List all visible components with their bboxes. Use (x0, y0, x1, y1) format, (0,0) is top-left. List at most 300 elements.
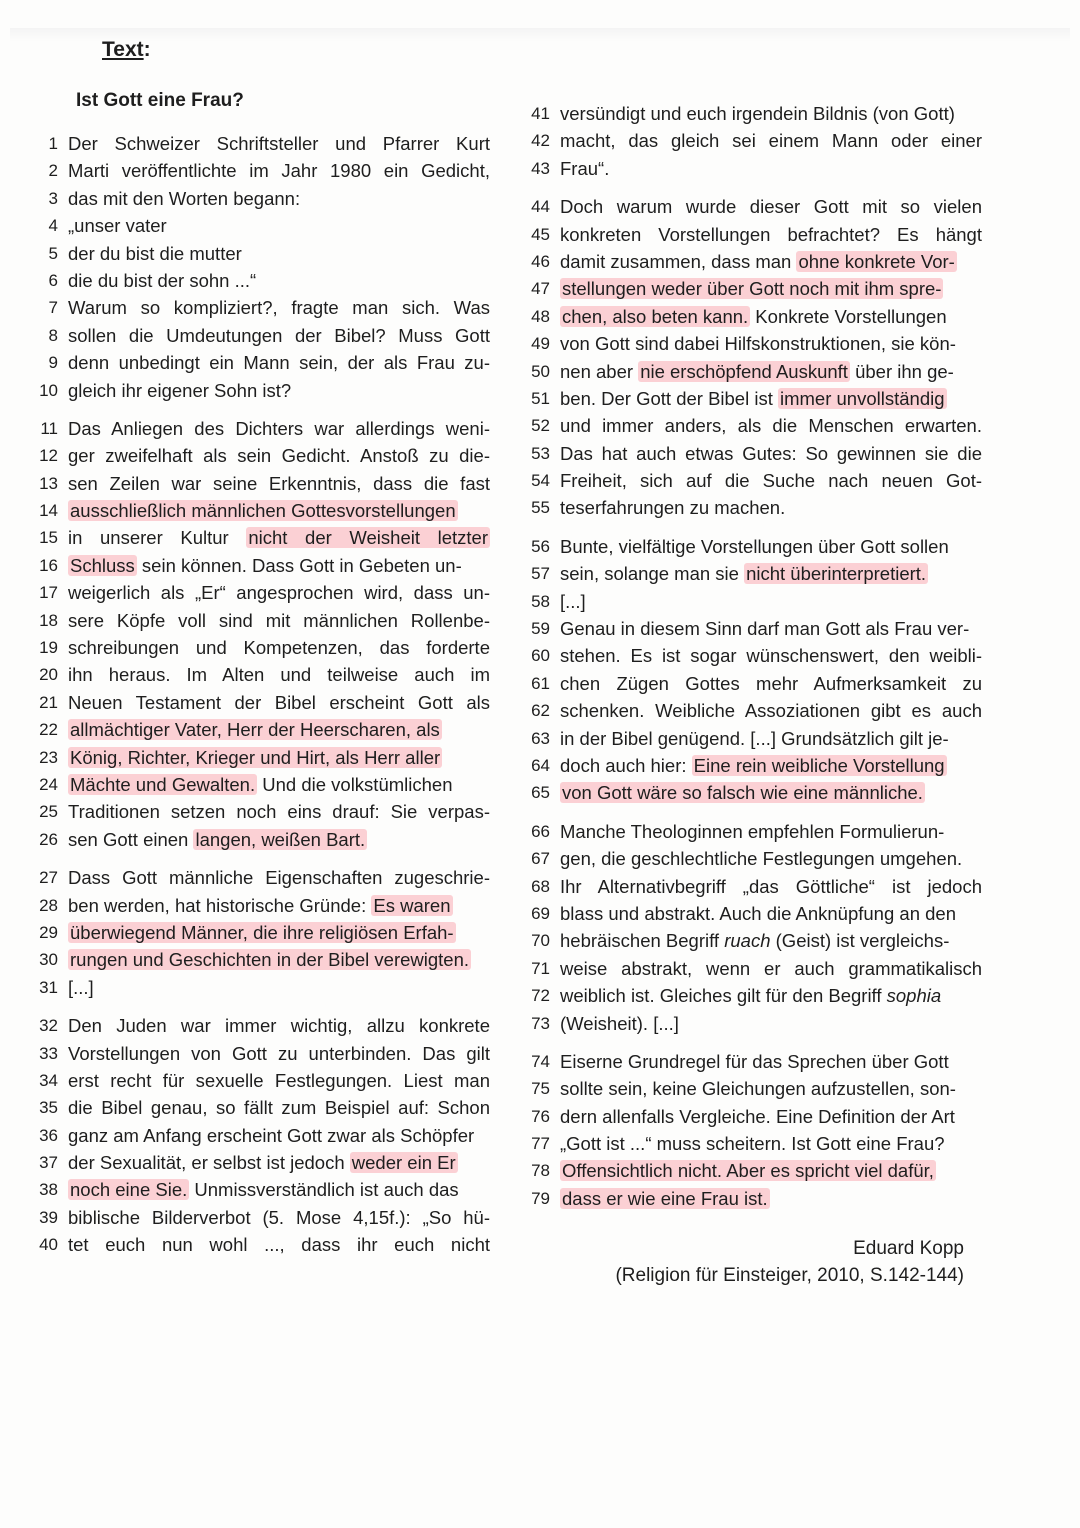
text-segment: versündigt und euch irgendein Bildnis (von Gott) (560, 103, 955, 124)
line-text (560, 560, 982, 587)
line-number: 13 (39, 473, 58, 493)
italic-text: sophia (886, 985, 942, 1007)
text-segment: Freiheit, sich auf die Suche nach neuen Got- (560, 470, 982, 492)
text-segment: macht, das gleich sei einem Mann oder einer (560, 130, 982, 152)
line-text (68, 864, 490, 891)
left-column (20, 130, 490, 1259)
text-line (512, 330, 982, 357)
line-number: 63 (531, 728, 550, 748)
text-segment: der du bist die mutter (68, 242, 242, 264)
line-number: 41 (531, 104, 550, 123)
highlighted-text: rungen und Geschichten in der Bibel verewigten. (70, 949, 470, 971)
text-segment: „Gott ist ...“ muss scheitern. Ist Gott eine Frau? (560, 1133, 945, 1155)
line-number: 12 (39, 446, 58, 466)
line-text (560, 697, 982, 724)
text-line (512, 725, 982, 752)
text-segment: schreibungen und Kompetenzen, das forderte (68, 637, 490, 659)
text-line (512, 1185, 982, 1212)
text-line (512, 127, 982, 154)
line-number: 25 (39, 802, 58, 822)
line-number: 38 (39, 1180, 58, 1200)
text-line (512, 412, 982, 439)
highlighted-text: Mächte und Gewalten. (70, 773, 256, 795)
text-line (20, 974, 490, 1001)
line-text (560, 845, 982, 872)
text-segment: Traditionen setzen noch eins drauf: Sie verpas- (68, 801, 490, 823)
line-text (68, 607, 490, 634)
line-number: 23 (39, 747, 58, 767)
line-number: 45 (531, 224, 550, 244)
line-text (560, 642, 982, 669)
line-text (68, 185, 490, 212)
text-segment: die du bist der sohn ...“ (68, 269, 257, 291)
text-line (20, 442, 490, 469)
text-segment: in der Bibel genügend. [...] Grundsätzlich gilt je- (560, 727, 949, 749)
text-segment: (Geist) ist vergleichs- (770, 930, 950, 952)
text-line (512, 1075, 982, 1102)
line-number: 28 (39, 895, 58, 915)
line-number: 24 (39, 774, 58, 794)
line-number: 69 (531, 903, 550, 923)
text-line (512, 982, 982, 1009)
highlighted-text: ohne konkrete Vor- (798, 250, 955, 272)
text-segment: weigerlich als „Er“ angesprochen wird, dass un- (68, 582, 490, 604)
text-segment: damit zusammen, dass man (560, 250, 797, 272)
line-text (560, 927, 982, 954)
text-segment: Eiserne Grundregel für das Sprechen über Gott (560, 1050, 949, 1072)
line-number: 53 (531, 443, 550, 463)
line-number: 30 (39, 950, 58, 970)
text-segment: weiblich ist. Gleiches gilt für den Begriff (560, 985, 887, 1007)
line-text (560, 900, 982, 927)
line-text (560, 670, 982, 697)
text-line (512, 440, 982, 467)
line-text (68, 1067, 490, 1094)
line-text (560, 155, 982, 182)
text-line (20, 919, 490, 946)
text-segment: sollte sein, keine Gleichungen aufzustellen, son- (560, 1078, 956, 1100)
line-text (68, 377, 490, 404)
line-text (560, 1048, 982, 1075)
text-line (512, 1130, 982, 1157)
text-line (512, 1157, 982, 1184)
text-line (20, 1122, 490, 1149)
text-line (20, 470, 490, 497)
line-text (560, 100, 982, 127)
text-line (512, 467, 982, 494)
text-segment: nen aber (560, 360, 639, 382)
text-line (512, 560, 982, 587)
line-text (560, 533, 982, 560)
text-segment: Den Juden war immer wichtig, allzu konkrete (68, 1015, 490, 1037)
line-text (68, 294, 490, 321)
line-text (560, 1130, 982, 1157)
line-number: 17 (39, 583, 58, 603)
text-segment: Manche Theologinnen empfehlen Formulierun- (560, 820, 945, 842)
line-number: 68 (531, 876, 550, 896)
line-text (560, 221, 982, 248)
line-text (560, 127, 982, 154)
scan-edge (10, 28, 1070, 42)
source-citation: (Religion für Einsteiger, 2010, S.142-144) (615, 1265, 964, 1286)
line-text (68, 212, 490, 239)
text-segment: ger zweifelhaft als sein Gedicht. Anstoß zu die- (68, 445, 490, 467)
line-number: 77 (531, 1134, 550, 1154)
text-line (512, 221, 982, 248)
line-text (68, 1012, 490, 1039)
line-number: 48 (531, 306, 550, 326)
line-text (68, 744, 490, 771)
text-segment: Frau“. (560, 157, 610, 179)
line-number: 66 (531, 821, 550, 841)
line-text (560, 1010, 982, 1037)
text-line (20, 130, 490, 157)
text-line (512, 193, 982, 220)
line-text (68, 1122, 490, 1149)
text-segment: biblische Bilderverbot (5. Mose 4,15f.): „So hü- (68, 1206, 490, 1228)
text-segment: erst recht für sexuelle Festlegungen. Liest man (68, 1069, 490, 1091)
text-segment: sere Köpfe voll sind mit männlichen Rollenbe- (68, 609, 490, 631)
text-line (512, 615, 982, 642)
line-text (68, 552, 490, 579)
text-segment: denn unbedingt ein Mann sein, der als Frau zu- (68, 352, 490, 374)
line-text (68, 974, 490, 1001)
line-text (68, 1040, 490, 1067)
line-text (68, 919, 490, 946)
text-segment: Konkrete Vorstellungen (750, 305, 947, 327)
line-text (68, 1149, 490, 1176)
line-number: 50 (531, 361, 550, 381)
text-line (20, 524, 490, 551)
line-text (68, 322, 490, 349)
text-line (20, 240, 490, 267)
line-number: 59 (531, 619, 550, 639)
text-line (512, 275, 982, 302)
line-text (68, 349, 490, 376)
text-line (512, 155, 982, 182)
highlighted-text: überwiegend Männer, die ihre religiösen Erfah- (70, 921, 454, 943)
line-number: 47 (531, 279, 550, 299)
line-text (68, 798, 490, 825)
text-line (512, 588, 982, 615)
line-number: 70 (531, 931, 550, 951)
line-number: 3 (48, 188, 58, 208)
line-number: 8 (48, 325, 58, 345)
line-text (560, 982, 982, 1009)
text-line (512, 955, 982, 982)
text-segment: sen Zeilen war seine Erkenntnis, dass die fast (68, 472, 490, 494)
text-line (20, 1040, 490, 1067)
text-line (512, 358, 982, 385)
line-text (68, 892, 490, 919)
line-number: 79 (531, 1188, 550, 1208)
line-text (560, 779, 982, 806)
line-number: 74 (531, 1051, 550, 1071)
highlighted-text: nicht überinterpretiert. (746, 563, 927, 585)
line-number: 72 (531, 986, 550, 1006)
text-line (512, 100, 982, 127)
highlighted-text: allmächtiger Vater, Herr der Heerscharen, als (70, 719, 440, 741)
line-number: 26 (39, 829, 58, 849)
text-line (512, 1048, 982, 1075)
text-line (20, 294, 490, 321)
line-text (560, 1185, 982, 1212)
line-text (68, 267, 490, 294)
text-line (20, 322, 490, 349)
line-number: 40 (39, 1235, 58, 1255)
line-number: 19 (39, 638, 58, 658)
text-segment: der Sexualität, er selbst ist jedoch (68, 1152, 350, 1174)
text-segment: sein, solange man sie (560, 563, 745, 585)
text-line (20, 1012, 490, 1039)
text-line (512, 779, 982, 806)
text-line (20, 716, 490, 743)
line-number: 29 (39, 922, 58, 942)
text-segment: Marti veröffentlichte im Jahr 1980 ein Gedicht, (68, 160, 490, 182)
line-text (560, 1157, 982, 1184)
line-number: 57 (531, 564, 550, 584)
right-column (512, 100, 982, 1212)
text-segment: chen Zügen Gottes mehr Aufmerksamkeit zu (560, 672, 982, 694)
text-line (20, 415, 490, 442)
text-line (20, 744, 490, 771)
text-line (20, 1149, 490, 1176)
text-line (512, 642, 982, 669)
text-line (20, 185, 490, 212)
line-number: 7 (48, 298, 58, 318)
text-segment: dern allenfalls Vergleiche. Eine Definition der Art (560, 1105, 955, 1127)
line-text (560, 494, 982, 521)
line-text (68, 716, 490, 743)
text-line (20, 864, 490, 891)
text-segment: [...] (560, 590, 586, 612)
highlighted-text: langen, weißen Bart. (195, 828, 366, 850)
text-segment: ben. Der Gott der Bibel ist (560, 387, 778, 409)
text-line (512, 385, 982, 412)
highlighted-text: Offensichtlich nicht. Aber es spricht viel dafür, (562, 1160, 934, 1182)
text-segment: hebräischen Begriff (560, 930, 725, 952)
line-number: 75 (531, 1079, 550, 1099)
text-segment: in unserer Kultur (68, 527, 247, 549)
text-line (512, 1103, 982, 1130)
line-text (560, 955, 982, 982)
highlighted-text: Schluss (70, 554, 135, 576)
line-number: 49 (531, 334, 550, 354)
text-segment: von Gott sind dabei Hilfskonstruktionen, sie kön- (560, 333, 956, 355)
highlighted-text: Es waren (373, 894, 451, 916)
highlighted-text: noch eine Sie. (70, 1179, 188, 1201)
text-segment: gleich ihr eigener Sohn ist? (68, 379, 292, 401)
text-line (512, 873, 982, 900)
line-number: 37 (39, 1153, 58, 1173)
line-number: 31 (39, 977, 58, 997)
text-line (512, 533, 982, 560)
text-segment: blass und abstrakt. Auch die Anknüpfung an den (560, 902, 956, 924)
text-segment: tet euch nun wohl ..., dass ihr euch nicht (68, 1234, 490, 1256)
line-text (68, 470, 490, 497)
line-number: 15 (39, 528, 58, 548)
text-line (20, 552, 490, 579)
line-number: 43 (531, 158, 550, 178)
text-line (512, 845, 982, 872)
line-text (560, 358, 982, 385)
line-text (560, 275, 982, 302)
text-line (512, 303, 982, 330)
text-segment: Und die volkstümlichen (257, 773, 453, 795)
text-segment: ben werden, hat historische Gründe: (68, 894, 372, 916)
line-number: 16 (39, 555, 58, 575)
line-text (68, 1176, 490, 1203)
text-line (20, 1094, 490, 1121)
text-label: Text: (102, 38, 151, 61)
line-number: 6 (48, 270, 58, 290)
text-segment: Neuen Testament der Bibel erscheint Gott als (68, 691, 490, 713)
text-segment: stehen. Es ist sogar wünschenswert, den weibli- (560, 645, 982, 667)
text-line (20, 946, 490, 973)
text-segment: Dass Gott männliche Eigenschaften zugeschrie- (68, 867, 490, 889)
text-segment: Doch warum wurde dieser Gott mit so vielen (560, 196, 982, 218)
line-text (68, 415, 490, 442)
text-line (20, 798, 490, 825)
line-text (68, 524, 490, 551)
text-segment: sollen die Umdeutungen der Bibel? Muss Gott (68, 324, 490, 346)
line-text (68, 579, 490, 606)
line-text (68, 826, 490, 853)
highlighted-text: ausschließlich männlichen Gottesvorstellungen (70, 500, 456, 522)
line-text (560, 873, 982, 900)
line-number: 22 (39, 720, 58, 740)
text-line (20, 157, 490, 184)
text-segment: und immer anders, als die Menschen erwarten. (560, 415, 982, 437)
author: Eduard Kopp (853, 1238, 964, 1259)
article-title: Ist Gott eine Frau? (76, 90, 244, 111)
text-segment: teserfahrungen zu machen. (560, 497, 786, 519)
line-text (560, 412, 982, 439)
line-number: 76 (531, 1106, 550, 1126)
line-number: 56 (531, 536, 550, 556)
text-line (20, 212, 490, 239)
highlighted-text: chen, also beten kann. (562, 305, 749, 327)
text-segment: Das Anliegen des Dichters war allerdings weni- (68, 417, 490, 439)
text-segment: sen Gott einen (68, 828, 194, 850)
text-line (20, 1231, 490, 1258)
line-number: 39 (39, 1207, 58, 1227)
line-number: 60 (531, 646, 550, 666)
line-text (560, 330, 982, 357)
line-number: 18 (39, 610, 58, 630)
text-line (20, 607, 490, 634)
highlighted-text: Eine rein weibliche Vorstellung (693, 754, 945, 776)
line-number: 58 (531, 591, 550, 611)
line-text (68, 634, 490, 661)
line-text (560, 440, 982, 467)
line-text (560, 615, 982, 642)
highlighted-text: von Gott wäre so falsch wie eine männliche. (562, 782, 923, 804)
text-segment: Der Schweizer Schriftsteller und Pfarrer Kurt (68, 133, 490, 154)
line-text (68, 130, 490, 157)
line-number: 78 (531, 1161, 550, 1181)
highlighted-text: weder ein Er (351, 1152, 456, 1174)
line-text (68, 661, 490, 688)
highlighted-text: nicht der Weisheit letzter (248, 527, 488, 549)
line-text (68, 1094, 490, 1121)
line-text (560, 588, 982, 615)
highlighted-text: nie erschöpfend Auskunft (640, 360, 848, 382)
text-segment: Unmissverständlich ist auch das (189, 1179, 459, 1201)
line-number: 42 (531, 131, 550, 151)
line-number: 14 (39, 501, 58, 521)
line-text (560, 467, 982, 494)
line-text (560, 818, 982, 845)
line-number: 2 (48, 161, 58, 181)
text-line (20, 634, 490, 661)
line-number: 27 (39, 868, 58, 888)
text-line (20, 497, 490, 524)
italic-text: ruach (724, 930, 771, 952)
text-line (20, 1204, 490, 1231)
text-line (20, 771, 490, 798)
line-number: 34 (39, 1070, 58, 1090)
line-number: 46 (531, 251, 550, 271)
line-number: 44 (531, 197, 550, 217)
text-segment: sein können. Dass Gott in Gebeten un- (136, 554, 462, 576)
highlighted-text: stellungen weder über Gott noch mit ihm spre- (562, 278, 942, 300)
text-segment: die Bibel genau, so fällt zum Beispiel auf: Schon (68, 1097, 490, 1119)
text-line (512, 818, 982, 845)
line-text (68, 1231, 490, 1258)
line-text (68, 442, 490, 469)
text-segment: gen, die geschlechtliche Festlegungen umgehen. (560, 848, 963, 870)
line-number: 51 (531, 388, 550, 408)
highlighted-text: dass er wie eine Frau ist. (562, 1187, 768, 1209)
text-line (512, 248, 982, 275)
line-number: 33 (39, 1043, 58, 1063)
line-text (68, 1204, 490, 1231)
text-line (512, 752, 982, 779)
text-line (20, 377, 490, 404)
line-number: 64 (531, 755, 550, 775)
text-segment: Das hat auch etwas Gutes: So gewinnen sie die (560, 442, 982, 464)
line-text (68, 497, 490, 524)
line-number: 67 (531, 849, 550, 869)
line-number: 20 (39, 665, 58, 685)
text-line (20, 892, 490, 919)
text-segment: Genau in diesem Sinn darf man Gott als Frau ver- (560, 618, 970, 640)
line-number: 32 (39, 1016, 58, 1036)
line-text (68, 771, 490, 798)
line-number: 21 (39, 692, 58, 712)
text-line (512, 697, 982, 724)
text-segment: weise abstrakt, wenn er auch grammatikalisch (560, 957, 982, 979)
line-text (560, 385, 982, 412)
text-segment: Vorstellungen von Gott zu unterbinden. Das gilt (68, 1042, 490, 1064)
line-text (560, 1075, 982, 1102)
text-line (20, 267, 490, 294)
text-segment: ganz am Anfang erscheint Gott zwar als Schöpfer (68, 1124, 475, 1146)
line-number: 1 (48, 134, 58, 153)
line-text (560, 1103, 982, 1130)
line-text (560, 725, 982, 752)
line-text (560, 303, 982, 330)
text-segment: ihn heraus. Im Alten und teilweise auch im (68, 664, 490, 686)
line-number: 71 (531, 958, 550, 978)
line-number: 52 (531, 416, 550, 436)
text-line (20, 579, 490, 606)
text-segment: das mit den Worten begann: (68, 187, 301, 209)
text-line (512, 494, 982, 521)
line-number: 73 (531, 1013, 550, 1033)
line-text (68, 946, 490, 973)
